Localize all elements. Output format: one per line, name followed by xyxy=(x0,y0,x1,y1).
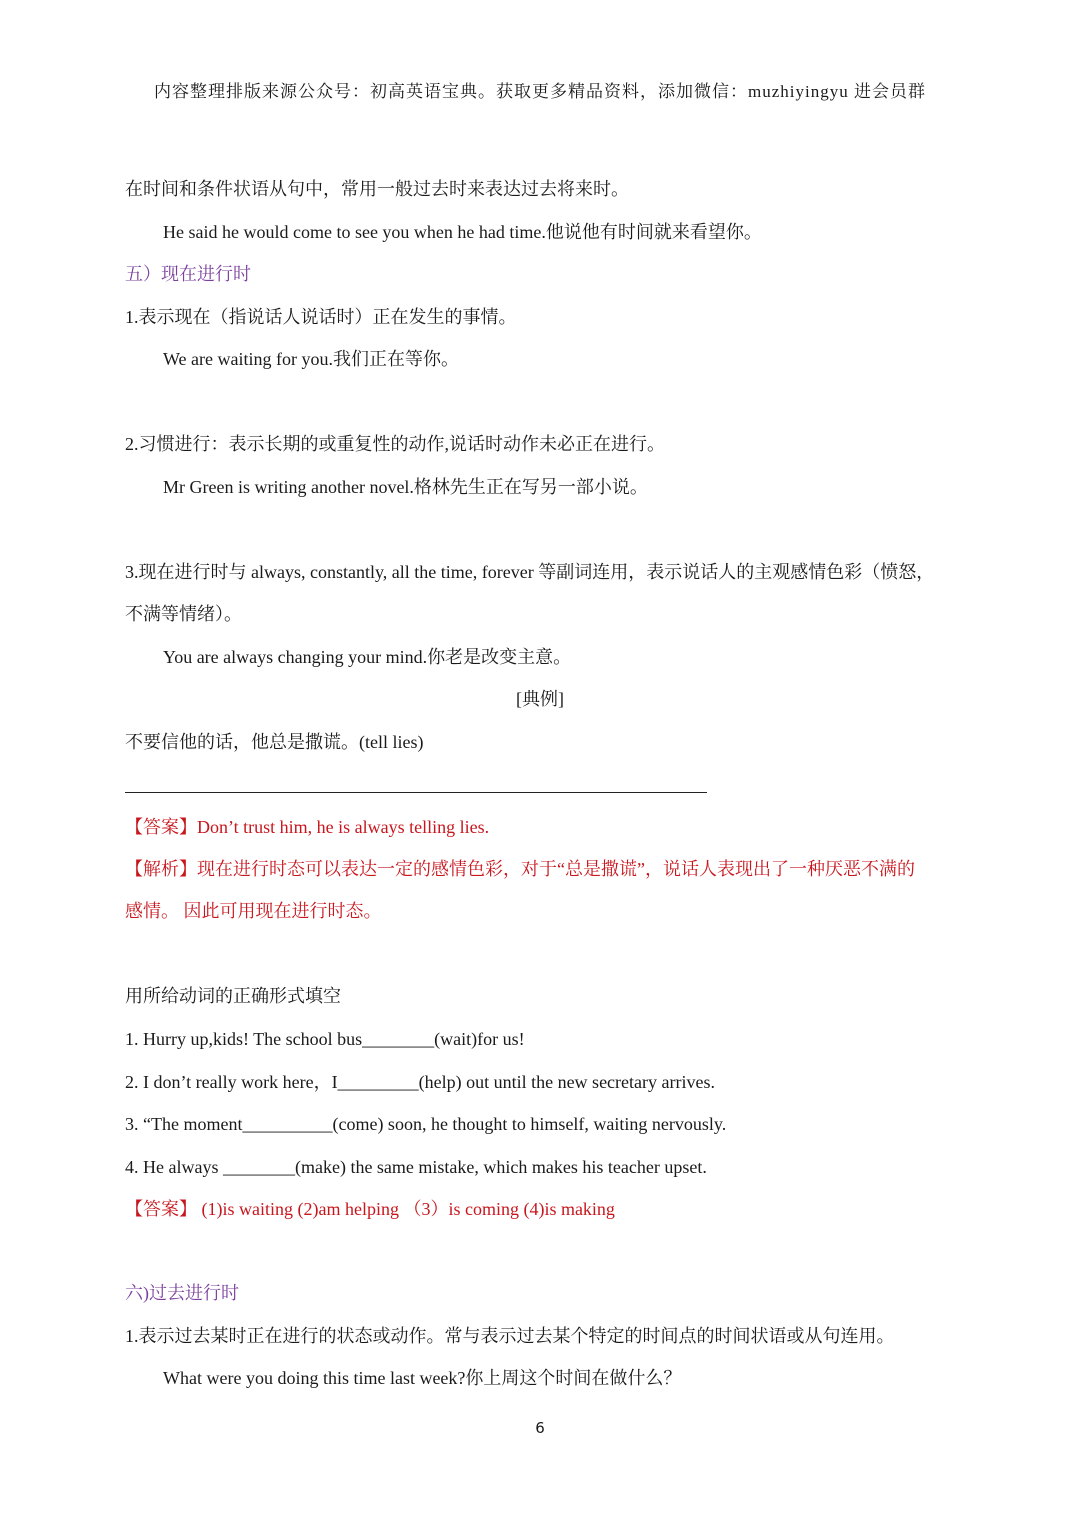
section-5-example-2: Mr Green is writing another novel.格林先生正在写另一部小说。 xyxy=(163,477,648,497)
page-number: 6 xyxy=(535,1419,545,1437)
section-5-point-2: 2.习惯进行：表示长期的或重复性的动作,说话时动作未必正在进行。 xyxy=(125,434,665,454)
example-question: 不要信他的话，他总是撒谎。(tell lies) xyxy=(125,732,424,752)
section-5-point-3: 3.现在进行时与 always, constantly, all the time, forever 等副词连用，表示说话人的主观感情色彩（愤怒， xyxy=(125,562,935,582)
example-heading: [典例] xyxy=(516,689,564,709)
exercise-item-3: 3. “The moment__________(come) soon, he thought to himself, waiting nervously. xyxy=(125,1114,727,1134)
section-5-example-1: We are waiting for you.我们正在等你。 xyxy=(163,349,459,369)
exercise-instruction: 用所给动词的正确形式填空 xyxy=(125,986,341,1006)
example-analysis-line-1: 【解析】现在进行时态可以表达一定的感情色彩，对于“总是撒谎”，说话人表现出了一种厌恶不满的 xyxy=(125,859,915,879)
section-5-example-3: You are always changing your mind.你老是改变主意。 xyxy=(163,647,572,667)
section-6-example-1: What were you doing this time last week?你上周这个时间在做什么？ xyxy=(163,1368,682,1388)
exercise-item-4: 4. He always ________(make) the same mistake, which makes his teacher upset. xyxy=(125,1157,707,1177)
section-5-point-3-cont: 不满等情绪）。 xyxy=(125,604,242,624)
example-analysis-line-2: 感情。 因此可用现在进行时态。 xyxy=(125,901,382,921)
section-6-title: 六)过去进行时 xyxy=(125,1283,239,1303)
example-answer: 【答案】Don’t trust him, he is always telling lies. xyxy=(125,817,490,837)
answer-blank-line xyxy=(125,792,707,793)
section-6-point-1: 1.表示过去某时正在进行的状态或动作。常与表示过去某个特定的时间点的时间状语或从句连用。 xyxy=(125,1326,895,1346)
past-future-rule: 在时间和条件状语从句中，常用一般过去时来表达过去将来时。 xyxy=(125,179,629,199)
page-header: 内容整理排版来源公众号：初高英语宝典。获取更多精品资料，添加微信：muzhiyingyu 进会员群 xyxy=(154,82,926,101)
section-5-point-1: 1.表示现在（指说话人说话时）正在发生的事情。 xyxy=(125,307,517,327)
exercise-answer: 【答案】 (1)is waiting (2)am helping （3）is coming (4)is making xyxy=(125,1199,615,1219)
past-future-example: He said he would come to see you when he had time.他说他有时间就来看望你。 xyxy=(163,222,762,242)
exercise-item-1: 1. Hurry up,kids! The school bus________(wait)for us! xyxy=(125,1029,525,1049)
section-5-title: 五）现在进行时 xyxy=(125,264,251,284)
exercise-item-2: 2. I don’t really work here，I_________(help) out until the new secretary arrives. xyxy=(125,1072,715,1092)
